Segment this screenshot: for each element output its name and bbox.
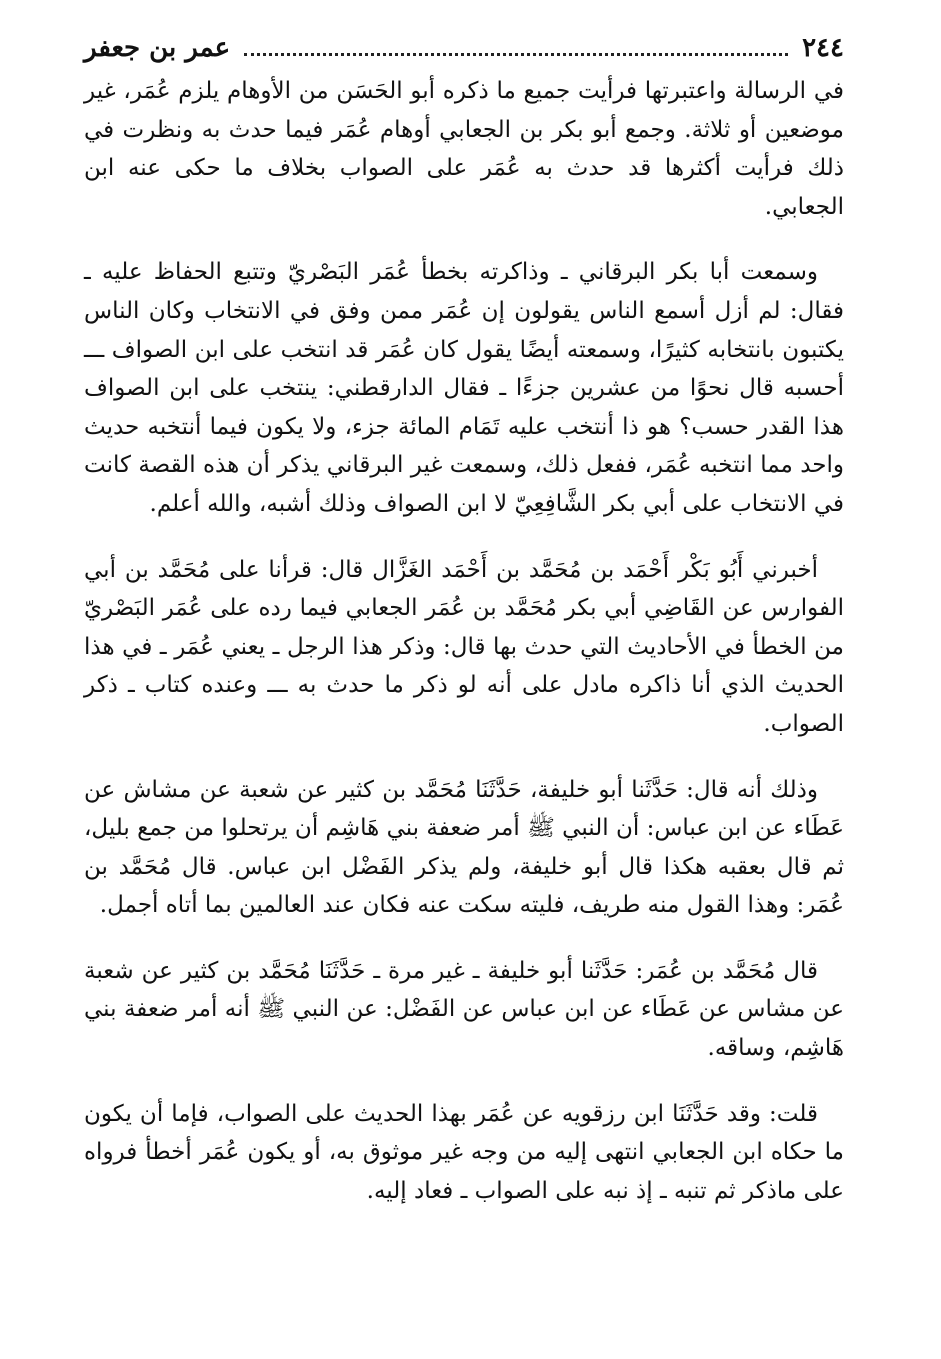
leader-dots <box>244 43 788 56</box>
paragraph-3: أخبرني أَبُو بَكْر أَحْمَد بن مُحَمَّد بن أَحْمَد الغَزَّال قال: قرأنا على مُحَمَّد بن أبي الفوارس عن القَاضِي أبي بكر مُحَمَّد بن عُمَر الجعابي فيما رده على عُمَر البَصْريّ من الخطأ في الأحاديث التي حدث بها قال: وذكر هذا الرجل ـ يعني عُمَر ـ في هذا الحديث الذي أنا ذاكره مادل على أنه لو ذكر ما حدث به ـــ وعنده كتاب ـ ذكر الصواب. <box>84 556 844 737</box>
body-text <box>84 72 844 1210</box>
paragraph-1: في الرسالة واعتبرتها فرأيت جميع ما ذكره أبو الحَسَن من الأوهام يلزم عُمَر، غير موضعين أو ثلاثة. وجمع أبو بكر بن الجعابي أوهام عُمَر فيما حدث به ونظرت في ذلك فرأيت أكثرها قد حدث به عُمَر على الصواب بخلاف ما حكى عنه ابن الجعابي. <box>84 78 844 220</box>
book-page <box>84 28 844 1237</box>
running-head <box>84 28 844 68</box>
paragraph-5: قال مُحَمَّد بن عُمَر: حَدَّثَنا أبو خليفة ـ غير مرة ـ حَدَّثَنَا مُحَمَّد بن كثير عن شعبة عن مشاس عن عَطَاء عن ابن عباس عن الفَضْل: عن النبي ﷺ أنه أمر ضعفة بني هَاشِم، وساقه. <box>84 957 844 1062</box>
running-title: عمر بن جعفر <box>84 33 231 63</box>
paragraph-2: وسمعت أبا بكر البرقاني ـ وذاكرته بخطأ عُمَر البَصْريّ وتتبع الحفاظ عليه ـ فقال: لم أزل أسمع الناس يقولون إن عُمَر ممن وفق في الانتخاب وكان الناس يكتبون بانتخابه كثيرًا، وسمعته أيضًا يقول كان عُمَر قد انتخب على ابن الصواف ـــ أحسبه قال نحوًا من عشرين جزءًا ـ فقال الدارقطني: ينتخب على ابن الصواف هذا القدر حسب؟ هو ذا أنتخب عليه تَمَام المائة جزء، ولا يكون فيما أنتخبه حديث واحد مما انتخبه عُمَر، ففعل ذلك، وسمعت غير البرقاني يذكر أن هذه القصة كانت في الانتخاب على أبي بكر الشَّافِعِيّ لا ابن الصواف وذلك أشبه، والله أعلم. <box>84 259 844 517</box>
page-number: ٢٤٤ <box>802 33 844 63</box>
paragraph-4: وذلك أنه قال: حَدَّثَنا أبو خليفة، حَدَّثَنَا مُحَمَّد بن كثير عن شعبة عن مشاش عن عَطَاء عن ابن عباس: أن النبي ﷺ أمر ضعفة بني هَاشِم أن يرتحلوا من جمع بليل، ثم قال بعقبه هكذا قال أبو خليفة، ولم يذكر الفَضْل ابن عباس. قال مُحَمَّد بن عُمَر: وهذا القول منه طريف، فليته سكت عنه فكان عند العالمين بما أتاه أجمل. <box>84 776 844 919</box>
paragraph-6: قلت: وقد حَدَّثَنَا ابن رزقويه عن عُمَر بهذا الحديث على الصواب، فإما أن يكون ما حكاه ابن الجعابي انتهى إليه من وجه غير موثوق به، أو يكون عُمَر أخطأ فرواه على ماذكر ثم تنبه ـ إذ نبه على الصواب ـ فعاد إليه. <box>84 1100 844 1204</box>
